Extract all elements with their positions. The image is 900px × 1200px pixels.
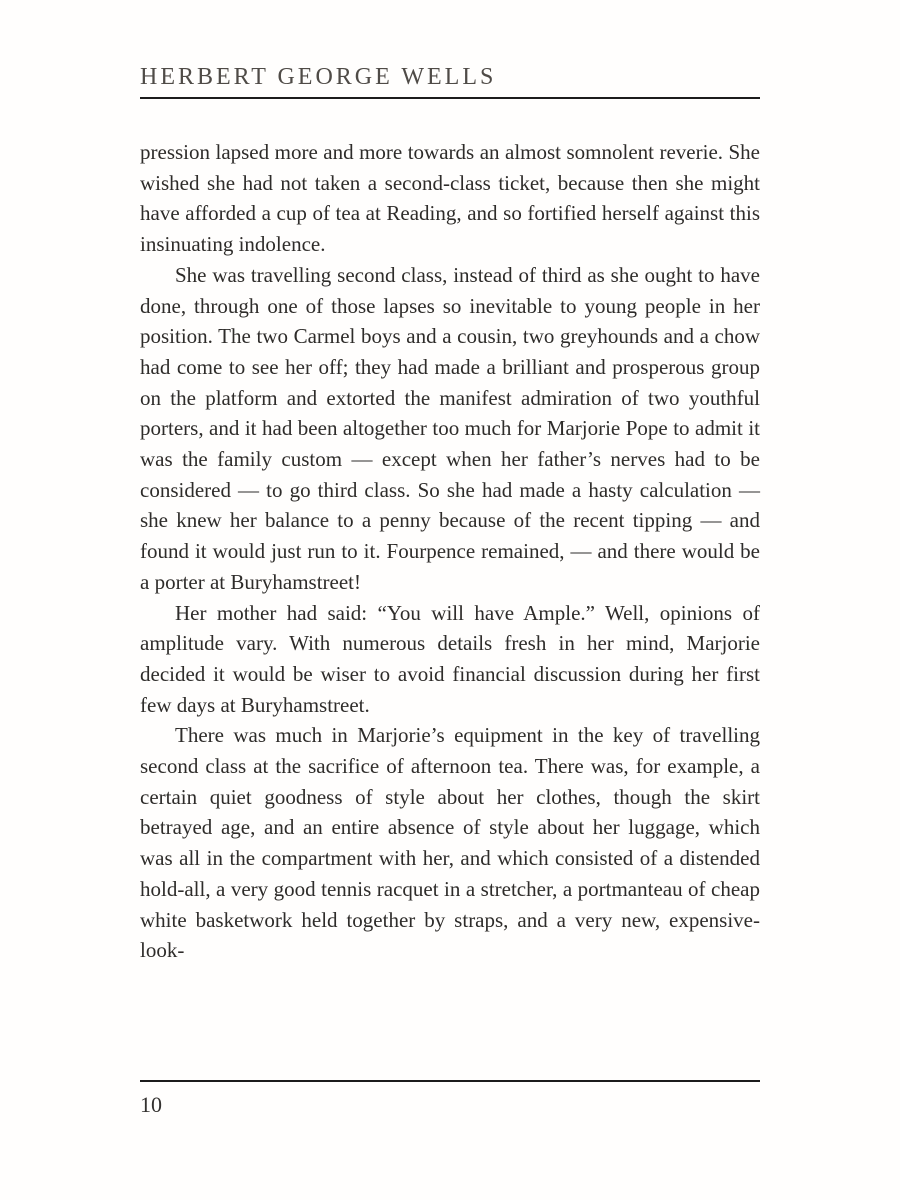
body-paragraph: pression lapsed more and more towards an almost somnolent reverie. She wished she had not taken a second-class ticket, because then she might have afforded a cup of tea at Reading, and so fortified herself against this insinuating indolence. xyxy=(140,140,760,257)
page-number: 10 xyxy=(140,1092,162,1117)
page-footer xyxy=(140,1080,760,1118)
page-body xyxy=(140,137,760,966)
running-header xyxy=(140,0,760,99)
header-rule xyxy=(140,97,760,99)
author-name: HERBERT GEORGE WELLS xyxy=(140,64,497,90)
body-paragraph: She was travelling second class, instead of third as she ought to have done, through one of those lapses so inevitable to young people in her position. The two Carmel boys and a cousin, two greyhounds and a chow had come to see her off; they had made a brilliant and prosperous group on the platform and extorted the manifest admiration of two youthful porters, and it had been altogether too much for Marjorie Pope to admit it was the family custom — except when her father’s nerves had to be considered — to go third class. So she had made a hasty calculation — she knew her balance to a penny because of the recent tipping — and found it would just run to it. Fourpence remained, — and there would be a porter at Buryhamstreet! xyxy=(140,262,760,594)
footer-rule xyxy=(140,1080,760,1082)
body-paragraph: Her mother had said: “You will have Ample.” Well, opinions of amplitude vary. With numerous details fresh in her mind, Marjorie decided it would be wiser to avoid financial discussion during her first few days at Buryhamstreet. xyxy=(140,600,760,717)
body-paragraph: There was much in Marjorie’s equipment in the key of travelling second class at the sacrifice of afternoon tea. There was, for example, a certain quiet goodness of style about her clothes, though the skirt betrayed age, and an entire absence of style about her luggage, which was all in the compartment with her, and which consisted of a distended hold-all, a very good tennis racquet in a stretcher, a portmanteau of cheap white basketwork held together by straps, and a very new, expensive-look- xyxy=(140,723,760,963)
